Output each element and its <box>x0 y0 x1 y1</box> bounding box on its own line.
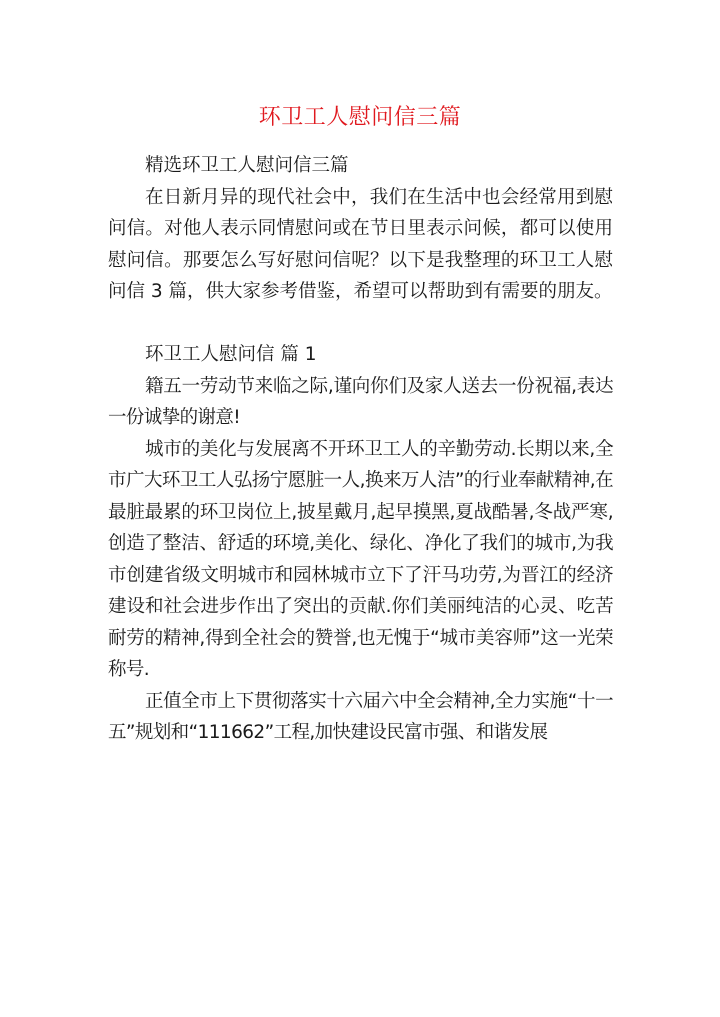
document-body <box>108 150 613 749</box>
subtitle-paragraph: 精选环卫工人慰问信三篇 <box>145 155 349 176</box>
section-heading: 环卫工人慰问信 篇 1 <box>145 344 317 365</box>
body-paragraph-2: 城市的美化与发展离不开环卫工人的辛勤劳动.长期以来,全市广大环卫工人弘扬宁愿脏一人,换来万人洁”的行业奉献精神,在最脏最累的环卫岗位上,披星戴月,起早摸黑,夏战酷暑,冬战严寒,创造了整洁、舒适的环境,美化、绿化、净化了我们的城市,为我市创建省级文明城市和园林城市立下了汗马功劳,为晋江的经济建设和社会进步作出了突出的贡献.你们美丽纯洁的心灵、吃苦耐劳的精神,得到全社会的赞誉,也无愧于“城市美容师”这一光荣称号. <box>108 438 613 680</box>
intro-paragraph: 在日新月异的现代社会中，我们在生活中也会经常用到慰问信。对他人表示同情慰问或在节日里表示问候，都可以使用慰问信。那要怎么写好慰问信呢？以下是我整理的环卫工人慰问信 3 篇，供大家参考借鉴，希望可以帮助到有需要的朋友。 <box>108 186 613 302</box>
document-title: 环卫工人慰问信三篇 <box>258 105 462 130</box>
body-paragraph-3: 正值全市上下贯彻落实十六届六中全会精神,全力实施“十一五”规划和“111662”工程,加快建设民富市强、和谐发展 <box>108 690 613 743</box>
body-paragraph-1: 籍五一劳动节来临之际,谨向你们及家人送去一份祝福,表达一份诚挚的谢意! <box>108 375 613 428</box>
